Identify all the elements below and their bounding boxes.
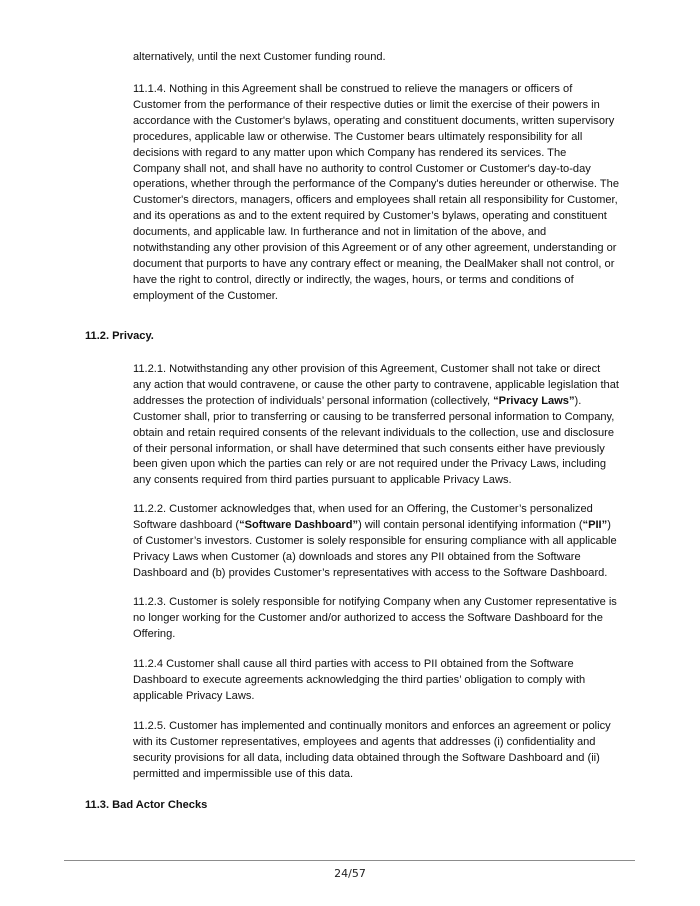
footer-divider <box>64 860 635 861</box>
term-software-dashboard: “Software Dashboard” <box>239 518 359 531</box>
section-heading-11-3: 11.3. Bad Actor Checks <box>85 799 208 811</box>
paragraph-11-2-5: 11.2.5. Customer has implemented and continually monitors and enforces an agreement or policy with its Customer representatives, employees and agents that addresses (i) confidentiality and security provisions for all data, including data obtained through the Software Dashboard and (ii) permitted and impermissible use of this data. <box>133 720 611 780</box>
page-number: 24/57 <box>334 867 366 880</box>
paragraph-continuation: alternatively, until the next Customer funding round. <box>133 51 386 63</box>
paragraph-11-2-1-text: 11.2.1. Notwithstanding any other provision of this Agreement, Customer shall not take or direct any action that would contravene, or cause the other party to contravene, applicable legislation that addresses the protection of individuals’ personal information (collectively, <box>133 363 619 407</box>
paragraph-11-2-2-text-mid: ) will contain personal identifying information ( <box>358 518 583 531</box>
term-privacy-laws: “Privacy Laws” <box>493 394 575 407</box>
paragraph-11-2-1-text-cont: ). Customer shall, prior to transferring or causing to be transferred personal information to Company, obtain and retain required consents of the relevant individuals to the collection, use and disclosure of their personal information, or shall have determined that such consents either have previously been given upon which the parties can rely or are not required under the Privacy Laws, including any consents required from third parties pursuant to applicable Privacy Laws. <box>133 394 615 487</box>
paragraph-11-1-4: 11.1.4. Nothing in this Agreement shall be construed to relieve the managers or officers of Customer from the performance of their respective duties or limit the exercise of their powers in accordance with the Customer's bylaws, operating and constituent documents, written supervisory procedures, applicable law or otherwise. The Customer bears ultimately responsibility for all decisions with regard to any matter upon which Company has rendered its services. The Company shall not, and shall have no authority to control Customer or Customer's day-to-day operations, whether through the performance of the Company's duties hereunder or otherwise. The Customer's directors, managers, officers and employees shall retain all responsibility for Customer, and its operations as and to the extent required by Customer’s bylaws, operating and constituent documents, and applicable law. In furtherance and not in limitation of the above, and notwithstanding any other provision of this Agreement or of any other agreement, understanding or document that purports to have any contrary effect or meaning, the DealMaker shall not control, or have the right to control, directly or indirectly, the wages, hours, or terms and conditions of employment of the Customer. <box>133 83 620 302</box>
paragraph-11-2-3: 11.2.3. Customer is solely responsible for notifying Company when any Customer representative is no longer working for the Customer and/or authorized to access the Software Dashboard for the Offering. <box>133 596 617 640</box>
paragraph-11-2-2-text: 11.2.2. Customer acknowledges that, when used for an Offering, the Customer’s personalized Software dashboard ( <box>133 503 593 531</box>
paragraph-11-2-1 <box>133 362 643 489</box>
paragraph-11-2-2-text-end: ) of Customer’s investors. Customer is solely responsible for ensuring compliance with all applicable Privacy Laws when Customer (a) downloads and stores any PII obtained from the Software Dashboard and (b) provides Customer’s representatives with access to the Software Dashboard. <box>133 518 617 579</box>
paragraph-11-2-4: 11.2.4 Customer shall cause all third parties with access to PII obtained from the Software Dashboard to execute agreements acknowledging the third parties’ obligation to comply with applicable Privacy Laws. <box>133 658 586 702</box>
term-pii: “PII” <box>582 518 608 531</box>
paragraph-11-2-2 <box>133 502 643 582</box>
section-heading-11-2: 11.2. Privacy. <box>85 330 154 342</box>
